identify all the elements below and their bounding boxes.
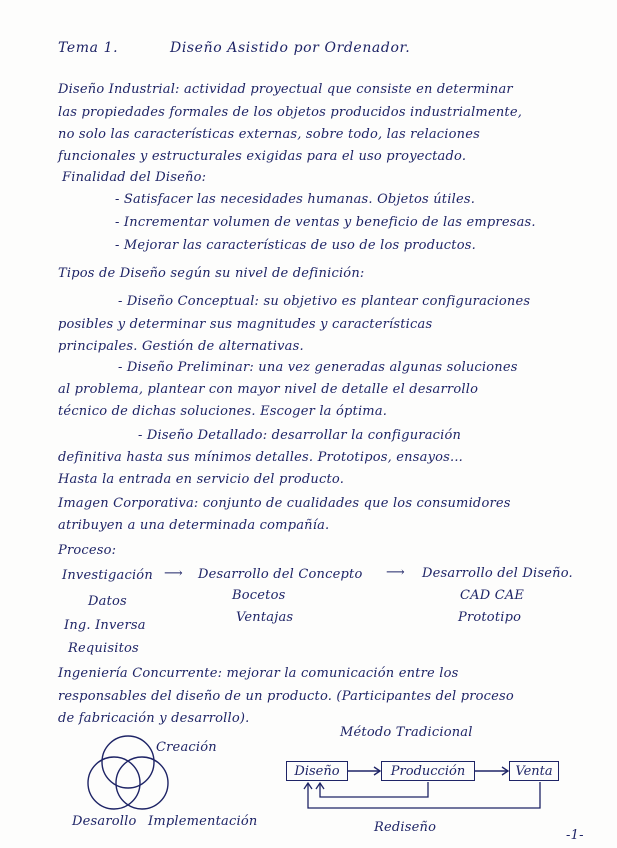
proceso-datos: Datos [88, 594, 127, 609]
venn-circle-left [88, 757, 140, 809]
tipo-detallado: - Diseño Detallado: desarrollar la configuración [138, 428, 462, 443]
venn-label-implementacion: Implementación [148, 814, 258, 829]
metodo-title: Método Tradicional [340, 725, 473, 740]
venn-label-desarollo: Desarollo [72, 814, 137, 829]
intro-line: no solo las características externas, sobre todo, las relaciones [58, 127, 480, 142]
tipos-heading: Tipos de Diseño según su nivel de definición: [58, 266, 365, 281]
proceso-ventajas: Ventajas [236, 610, 294, 625]
tipo-preliminar: al problema, plantear con mayor nivel de detalle el desarrollo [58, 382, 479, 397]
tipo-preliminar: técnico de dichas soluciones. Escoger la óptima. [58, 404, 388, 419]
topic-title: Tema 1. [58, 40, 119, 56]
proceso-investigacion: Investigación [62, 568, 153, 583]
arrow-glyph: ⟶ [386, 565, 405, 580]
tipo-conceptual: posibles y determinar sus magnitudes y características [58, 317, 433, 332]
finalidad-heading: Finalidad del Diseño: [62, 170, 207, 185]
proceso-requisitos: Requisitos [68, 641, 139, 656]
imagen-line: Imagen Corporativa: conjunto de cualidades que los consumidores [58, 496, 511, 511]
tipo-conceptual: principales. Gestión de alternativas. [58, 339, 304, 354]
finalidad-item: - Mejorar las características de uso de los productos. [115, 238, 476, 253]
ingenieria-line: responsables del diseño de un producto. (Participantes del proceso [58, 689, 514, 704]
proceso-desarrollo-concepto: Desarrollo del Concepto [198, 567, 363, 582]
finalidad-item: - Incrementar volumen de ventas y beneficio de las empresas. [115, 215, 536, 230]
tipo-conceptual: - Diseño Conceptual: su objetivo es plantear configuraciones [118, 294, 531, 309]
arrow-glyph: ⟶ [164, 566, 183, 581]
imagen-line: atribuyen a una determinada compañía. [58, 518, 330, 533]
proceso-bocetos: Bocetos [232, 588, 286, 603]
tipo-preliminar: - Diseño Preliminar: una vez generadas algunas soluciones [118, 360, 518, 375]
ingenieria-line: Ingeniería Concurrente: mejorar la comunicación entre los [58, 666, 459, 681]
ingenieria-line: de fabricación y desarrollo). [58, 711, 250, 726]
page-number: -1- [566, 828, 584, 843]
proceso-cad-cae: CAD CAE [460, 588, 525, 603]
feedback-loop-inner [320, 782, 428, 797]
intro-line: las propiedades formales de los objetos producidos industrialmente, [58, 105, 523, 120]
finalidad-item: - Satisfacer las necesidades humanas. Objetos útiles. [115, 192, 476, 207]
proceso-heading: Proceso: [58, 543, 117, 558]
venn-label-creacion: Creación [156, 740, 217, 755]
proceso-desarrollo-diseno: Desarrollo del Diseño. [422, 566, 573, 581]
venn-circle-top [102, 736, 154, 788]
topic-subtitle: Diseño Asistido por Ordenador. [170, 40, 411, 56]
metodo-rediseno: Rediseño [374, 820, 437, 835]
tipo-detallado: definitiva hasta sus mínimos detalles. Prototipos, ensayos... [58, 450, 464, 465]
box-produccion: Producción [381, 761, 475, 781]
box-diseno: Diseño [286, 761, 348, 781]
tipo-detallado: Hasta la entrada en servicio del producto. [58, 472, 345, 487]
feedback-loop-outer [308, 782, 540, 808]
proceso-prototipo: Prototipo [458, 610, 522, 625]
box-venta: Venta [509, 761, 559, 781]
intro-line: Diseño Industrial: actividad proyectual que consiste en determinar [58, 82, 513, 97]
intro-line: funcionales y estructurales exigidas para el uso proyectado. [58, 149, 467, 164]
venn-circle-right [116, 757, 168, 809]
proceso-ing-inversa: Ing. Inversa [64, 618, 146, 633]
